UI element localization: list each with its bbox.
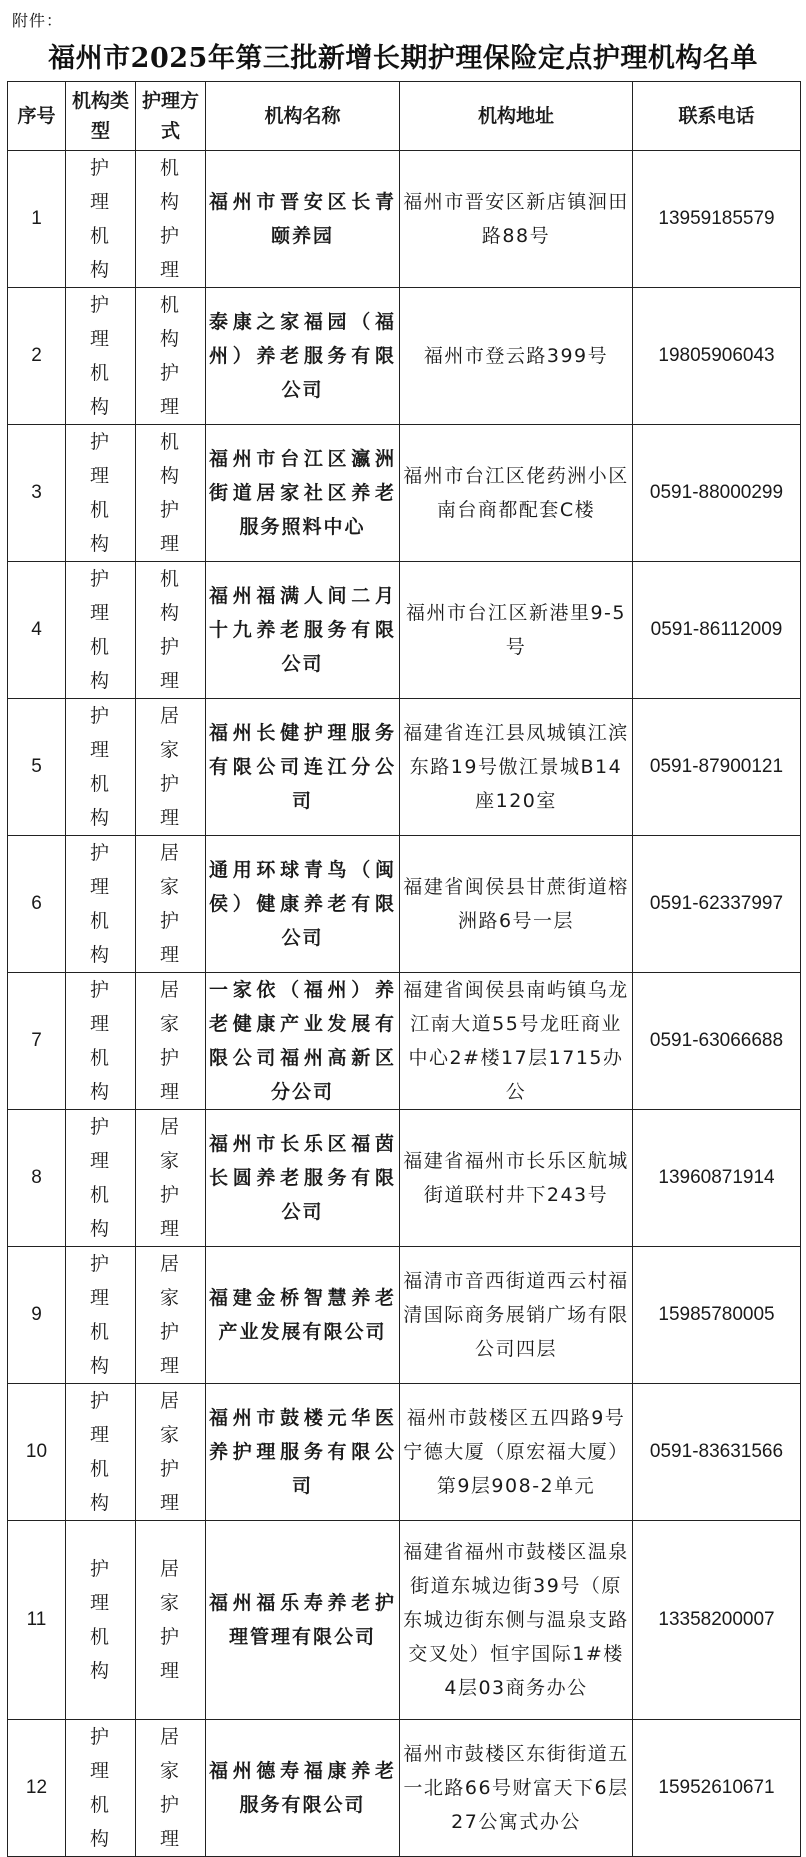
cell-name: 福州市鼓楼元华医养护理服务有限公司 bbox=[206, 1384, 400, 1521]
cell-address: 福州市台江区佬药洲小区南台商都配套C楼 bbox=[400, 425, 633, 562]
table-row bbox=[8, 562, 801, 699]
document-title: 福州市2025年第三批新增长期护理保险定点护理机构名单 bbox=[48, 43, 758, 74]
cell-phone: 0591-83631566 bbox=[633, 1384, 801, 1521]
cell-phone: 0591-88000299 bbox=[633, 425, 801, 562]
cell-address: 福清市音西街道西云村福清国际商务展销广场有限公司四层 bbox=[400, 1247, 633, 1384]
cell-type: 护理机构 bbox=[66, 836, 136, 973]
table-row bbox=[8, 1110, 801, 1247]
cell-mode: 居家护理 bbox=[136, 1110, 206, 1247]
cell-phone: 0591-87900121 bbox=[633, 699, 801, 836]
table-row bbox=[8, 1521, 801, 1720]
cell-index: 1 bbox=[8, 151, 66, 288]
cell-mode: 居家护理 bbox=[136, 973, 206, 1110]
cell-index: 9 bbox=[8, 1247, 66, 1384]
cell-address: 福州市鼓楼区东街街道五一北路66号财富天下6层27公寓式办公 bbox=[400, 1720, 633, 1857]
table-row bbox=[8, 973, 801, 1110]
header-name: 机构名称 bbox=[206, 82, 400, 151]
cell-index: 5 bbox=[8, 699, 66, 836]
cell-mode: 机构护理 bbox=[136, 151, 206, 288]
cell-name: 福州福满人间二月十九养老服务有限公司 bbox=[206, 562, 400, 699]
cell-mode: 居家护理 bbox=[136, 1384, 206, 1521]
cell-type: 护理机构 bbox=[66, 1720, 136, 1857]
cell-address: 福建省福州市鼓楼区温泉街道东城边街39号（原东城边街东侧与温泉支路交叉处）恒宇国际1#楼4层03商务办公 bbox=[400, 1521, 633, 1720]
cell-name: 通用环球青鸟（闽侯）健康养老有限公司 bbox=[206, 836, 400, 973]
header-address: 机构地址 bbox=[400, 82, 633, 151]
cell-index: 6 bbox=[8, 836, 66, 973]
cell-type: 护理机构 bbox=[66, 1247, 136, 1384]
cell-name: 福州市长乐区福茵长圆养老服务有限公司 bbox=[206, 1110, 400, 1247]
table-row bbox=[8, 699, 801, 836]
cell-type: 护理机构 bbox=[66, 562, 136, 699]
cell-type: 护理机构 bbox=[66, 288, 136, 425]
cell-name: 福州市台江区瀛洲街道居家社区养老服务照料中心 bbox=[206, 425, 400, 562]
cell-name: 福州德寿福康养老服务有限公司 bbox=[206, 1720, 400, 1857]
cell-phone: 15952610671 bbox=[633, 1720, 801, 1857]
cell-index: 10 bbox=[8, 1384, 66, 1521]
cell-type: 护理机构 bbox=[66, 1110, 136, 1247]
cell-phone: 0591-62337997 bbox=[633, 836, 801, 973]
cell-name: 泰康之家福园（福州）养老服务有限公司 bbox=[206, 288, 400, 425]
table-row bbox=[8, 1720, 801, 1857]
table-row bbox=[8, 151, 801, 288]
cell-mode: 居家护理 bbox=[136, 699, 206, 836]
cell-type: 护理机构 bbox=[66, 425, 136, 562]
cell-index: 7 bbox=[8, 973, 66, 1110]
cell-type: 护理机构 bbox=[66, 151, 136, 288]
header-index: 序号 bbox=[8, 82, 66, 151]
table-row bbox=[8, 288, 801, 425]
cell-type: 护理机构 bbox=[66, 1384, 136, 1521]
cell-index: 2 bbox=[8, 288, 66, 425]
cell-index: 12 bbox=[8, 1720, 66, 1857]
cell-name: 一家依（福州）养老健康产业发展有限公司福州高新区分公司 bbox=[206, 973, 400, 1110]
cell-mode: 机构护理 bbox=[136, 425, 206, 562]
cell-address: 福建省闽侯县南屿镇乌龙江南大道55号龙旺商业中心2#楼17层1715办公 bbox=[400, 973, 633, 1110]
cell-address: 福州市鼓楼区五四路9号宁德大厦（原宏福大厦）第9层908-2单元 bbox=[400, 1384, 633, 1521]
cell-phone: 19805906043 bbox=[633, 288, 801, 425]
cell-phone: 13358200007 bbox=[633, 1521, 801, 1720]
table-row bbox=[8, 425, 801, 562]
cell-name: 福建金桥智慧养老产业发展有限公司 bbox=[206, 1247, 400, 1384]
cell-address: 福建省连江县凤城镇江滨东路19号傲江景城B14座120室 bbox=[400, 699, 633, 836]
cell-phone: 13959185579 bbox=[633, 151, 801, 288]
cell-phone: 0591-63066688 bbox=[633, 973, 801, 1110]
cell-phone: 13960871914 bbox=[633, 1110, 801, 1247]
table-row bbox=[8, 1247, 801, 1384]
attachment-label: 附件： bbox=[12, 11, 64, 30]
cell-type: 护理机构 bbox=[66, 1521, 136, 1720]
cell-mode: 机构护理 bbox=[136, 288, 206, 425]
cell-name: 福州福乐寿养老护理管理有限公司 bbox=[206, 1521, 400, 1720]
cell-mode: 居家护理 bbox=[136, 836, 206, 973]
cell-mode: 居家护理 bbox=[136, 1720, 206, 1857]
header-mode: 护理方式 bbox=[136, 82, 206, 151]
cell-type: 护理机构 bbox=[66, 973, 136, 1110]
cell-address: 福州市登云路399号 bbox=[400, 288, 633, 425]
cell-phone: 0591-86112009 bbox=[633, 562, 801, 699]
cell-mode: 居家护理 bbox=[136, 1247, 206, 1384]
cell-index: 4 bbox=[8, 562, 66, 699]
cell-index: 11 bbox=[8, 1521, 66, 1720]
institution-table bbox=[7, 81, 801, 1857]
cell-index: 8 bbox=[8, 1110, 66, 1247]
cell-name: 福州长健护理服务有限公司连江分公司 bbox=[206, 699, 400, 836]
cell-name: 福州市晋安区长青颐养园 bbox=[206, 151, 400, 288]
cell-phone: 15985780005 bbox=[633, 1247, 801, 1384]
cell-address: 福州市台江区新港里9-5号 bbox=[400, 562, 633, 699]
cell-address: 福州市晋安区新店镇洄田路88号 bbox=[400, 151, 633, 288]
cell-mode: 机构护理 bbox=[136, 562, 206, 699]
table-row bbox=[8, 836, 801, 973]
cell-index: 3 bbox=[8, 425, 66, 562]
cell-address: 福建省闽侯县甘蔗街道榕洲路6号一层 bbox=[400, 836, 633, 973]
cell-type: 护理机构 bbox=[66, 699, 136, 836]
table-header-row bbox=[8, 82, 801, 151]
cell-mode: 居家护理 bbox=[136, 1521, 206, 1720]
header-phone: 联系电话 bbox=[633, 82, 801, 151]
header-type: 机构类型 bbox=[66, 82, 136, 151]
table-row bbox=[8, 1384, 801, 1521]
cell-address: 福建省福州市长乐区航城街道联村井下243号 bbox=[400, 1110, 633, 1247]
